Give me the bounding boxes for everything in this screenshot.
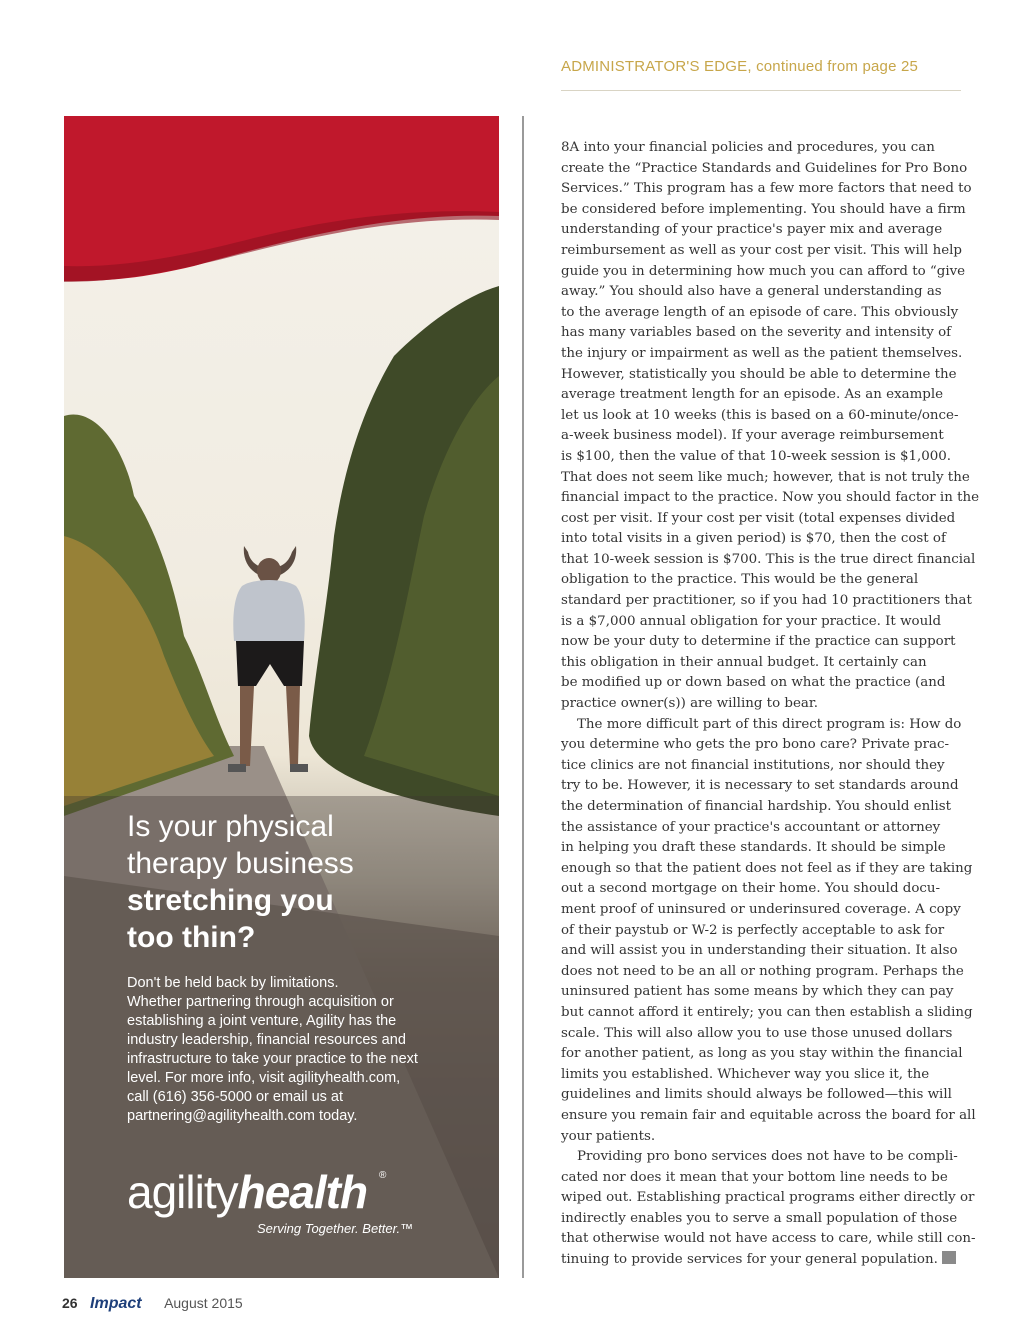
article-line: your patients.: [561, 1128, 656, 1144]
article-line: guidelines and limits should always be followed—this will: [561, 1087, 952, 1103]
article-line: The more difficult part of this direct program is: How do: [577, 716, 962, 732]
article-line: However, statistically you should be able to determine the: [561, 366, 957, 382]
article-line: be modified up or down based on what the practice (and: [561, 675, 946, 691]
article-line: enough so that the patient does not feel as if they are taking: [561, 860, 973, 876]
article-body: [561, 138, 980, 1271]
article-line: understanding of your practice's payer mix and average: [561, 222, 943, 238]
article-line: is $100, then the value of that 10-week session is $1,000.: [561, 448, 952, 464]
article-line: wiped out. Establishing practical programs either directly or: [561, 1190, 975, 1206]
ad-body-text: [127, 974, 447, 1126]
page-footer: [62, 1295, 243, 1315]
logo-word-a: agility: [127, 1166, 238, 1218]
article-line: out a second mortgage on their home. You should docu-: [561, 881, 941, 897]
article-line: tinuing to provide services for your general population.: [561, 1250, 963, 1271]
ad-headline-line: too thin?: [127, 921, 256, 954]
article-line: the injury or impairment as well as the patient themselves.: [561, 345, 963, 361]
agility-health-logo: [127, 1166, 427, 1236]
end-of-article-icon: [942, 1251, 956, 1264]
article-line: be considered before implementing. You should have a firm: [561, 201, 966, 217]
issue-date: August 2015: [164, 1295, 243, 1311]
running-head: ADMINISTRATOR'S EDGE, continued from page 25: [561, 58, 919, 75]
page-number: 26: [62, 1295, 78, 1311]
article-line: to the average length of an episode of care. This obviously: [561, 304, 959, 320]
ad-body-line: Don't be held back by limitations.: [127, 975, 339, 991]
article-line: That does not seem like much; however, that is not truly the: [561, 469, 970, 485]
article-line: scale. This will also allow you to use those unused dollars: [561, 1025, 953, 1041]
ad-headline: [127, 808, 457, 956]
advertisement: [64, 116, 499, 1278]
red-banner: [64, 116, 499, 281]
article-line: into total visits in a given period) is $70, then the cost of: [561, 531, 946, 547]
article-line: this obligation in their annual budget. It certainly can: [561, 654, 927, 670]
logo-wordmark: [127, 1166, 367, 1218]
article-line: limits you established. Whichever way you slice it, the: [561, 1066, 930, 1082]
article-line: let us look at 10 weeks (this is based on a 60-minute/once-: [561, 407, 959, 423]
article-line: has many variables based on the severity and intensity of: [561, 325, 952, 341]
article-line: away.” You should also have a general understanding as: [561, 284, 942, 300]
article-line: and will assist you in understanding their situation. It also: [561, 943, 958, 959]
ad-body-line: industry leadership, financial resources and: [127, 1032, 406, 1048]
logo-tagline: Serving Together. Better.™: [257, 1221, 414, 1236]
article-line: a-week business model). If your average reimbursement: [561, 428, 944, 444]
article-line: does not need to be an all or nothing program. Perhaps the: [561, 963, 964, 979]
article-line: is a $7,000 annual obligation for your practice. It would: [561, 613, 942, 629]
article-line: 8A into your financial policies and procedures, you can: [561, 140, 935, 155]
article-line: financial impact to the practice. Now you should factor in the: [561, 490, 980, 506]
article-line: in helping you draft these standards. It should be simple: [561, 840, 946, 856]
article-line: tice clinics are not financial institutions, nor should they: [561, 757, 945, 773]
article-line: try to be. However, it is necessary to set standards around: [561, 778, 959, 794]
logo-word-b: health: [237, 1166, 368, 1218]
person-stretching: [228, 546, 308, 772]
article-line: obligation to the practice. This would be the general: [561, 572, 919, 588]
article-line: that 10-week session is $700. This is the true direct financial: [561, 551, 976, 567]
ad-body-line: partnering@agilityhealth.com today.: [127, 1108, 358, 1124]
article-line: you determine who gets the pro bono care? Private prac-: [561, 737, 949, 753]
ad-headline-line: stretching you: [127, 884, 334, 917]
article-line: average treatment length for an episode. As an example: [561, 387, 944, 403]
ad-body-line: level. For more info, visit agilityhealth.com,: [127, 1070, 401, 1086]
article-line: indirectly enables you to serve a small population of those: [561, 1210, 958, 1226]
article-line: ensure you remain fair and equitable across the board for all: [561, 1107, 976, 1123]
article-line: Providing pro bono services does not have to be compli-: [577, 1149, 958, 1165]
article-line: that otherwise would not have access to care, while still con-: [561, 1231, 976, 1247]
article-line: cost per visit. If your cost per visit (total expenses divided: [561, 510, 956, 526]
article-line: Services.” This program has a few more factors that need to: [561, 181, 972, 197]
article-line: guide you in determining how much you can afford to “give: [561, 263, 966, 279]
ad-body-line: establishing a joint venture, Agility has the: [127, 1013, 397, 1029]
article-line: now be your duty to determine if the practice can support: [561, 634, 956, 650]
column-divider: [522, 116, 524, 1278]
article-line: of their paystub or W-2 is perfectly acceptable to ask for: [561, 922, 945, 938]
article-line: practice owner(s)) are willing to bear.: [561, 696, 819, 712]
article-line: but cannot afford it entirely; you can then establish a sliding: [561, 1004, 973, 1020]
ad-body-line: infrastructure to take your practice to the next: [127, 1051, 418, 1067]
article-line: ment proof of uninsured or underinsured coverage. A copy: [561, 901, 961, 917]
header-divider: [561, 90, 961, 91]
article-line: uninsured patient has some means by which they can pay: [561, 984, 954, 1000]
article-line: for another patient, as long as you stay within the financial: [561, 1046, 963, 1062]
article-line: the assistance of your practice's accountant or attorney: [561, 819, 941, 835]
article-line: the determination of financial hardship. You should enlist: [561, 799, 952, 814]
article-line: standard per practitioner, so if you had 10 practitioners that: [561, 593, 972, 609]
article-line: create the “Practice Standards and Guidelines for Pro Bono: [561, 160, 968, 176]
article-line: cated nor does it mean that your bottom line needs to be: [561, 1169, 948, 1185]
logo-registered-mark: ®: [379, 1170, 387, 1181]
ad-body-line: call (616) 356-5000 or email us at: [127, 1089, 344, 1105]
ad-body-line: Whether partnering through acquisition or: [127, 994, 394, 1010]
publication-name: Impact: [90, 1295, 142, 1312]
ad-headline-line: Is your physical: [127, 810, 334, 843]
article-line: reimbursement as well as your cost per visit. This will help: [561, 242, 962, 258]
ad-headline-line: therapy business: [127, 847, 354, 880]
